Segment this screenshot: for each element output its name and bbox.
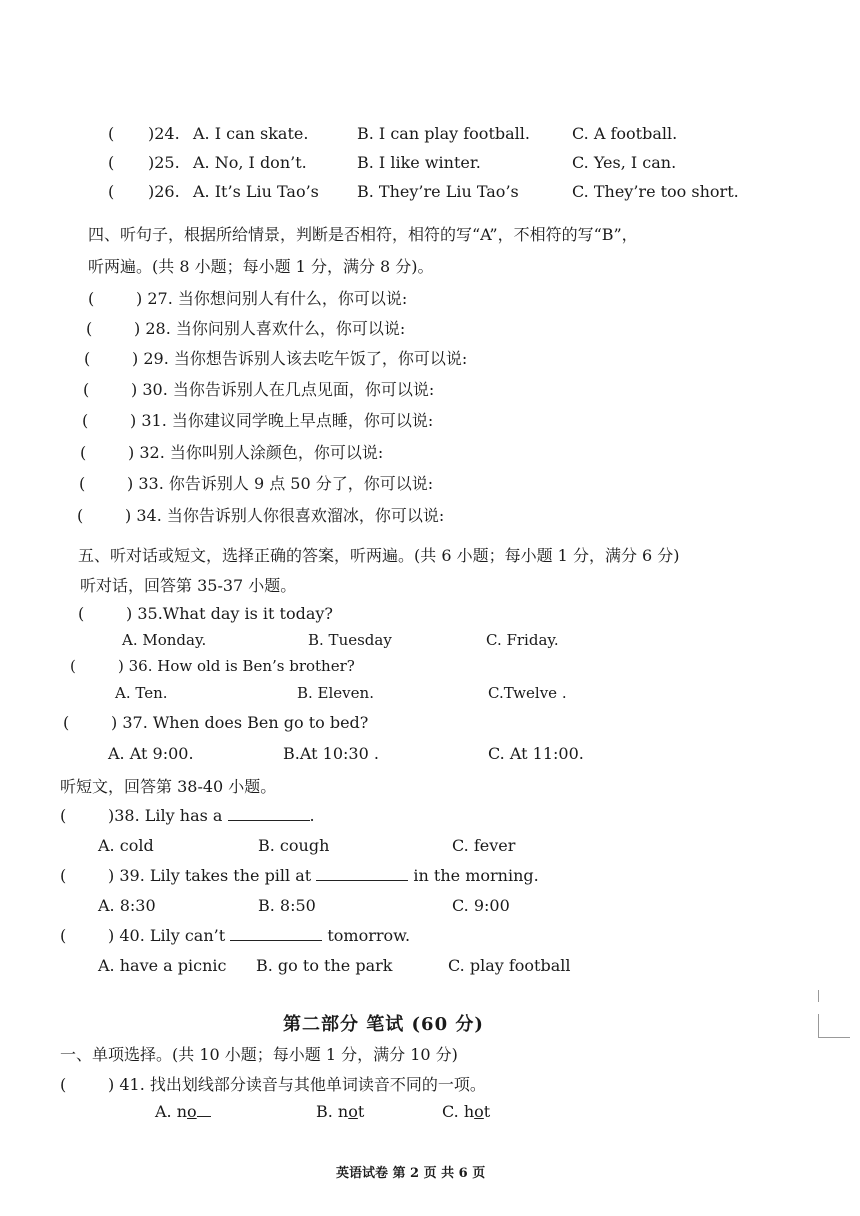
q38-option-b: B. cough (258, 836, 330, 855)
q24-number: )24. (148, 124, 180, 143)
underlined-letter: o (187, 1102, 197, 1121)
q24-option-c: C. A football. (572, 124, 678, 143)
q25-row (108, 153, 114, 172)
fill-blank[interactable] (228, 806, 310, 821)
q40-row (60, 926, 410, 945)
q35-option-c: C. Friday. (486, 631, 559, 649)
q35-option-a: A. Monday. (122, 631, 207, 649)
q24-option-a: A. I can skate. (193, 124, 309, 143)
q37-text: ) 37. When does Ben go to bed? (111, 713, 369, 732)
q32-text: ) 32. 当你叫别人涂颜色，你可以说: (128, 443, 384, 462)
q36-text: ) 36. How old is Ben’s brother? (118, 657, 355, 675)
underline-mark (197, 1104, 211, 1117)
q36-row (70, 657, 355, 675)
fill-blank[interactable] (230, 926, 322, 941)
answer-paren[interactable]: ( (77, 506, 84, 525)
scan-mark (818, 1037, 850, 1038)
q30-row (83, 377, 434, 400)
q25-number: )25. (148, 153, 180, 172)
q37-option-c: C. At 11:00. (488, 744, 584, 763)
q28-row (86, 316, 405, 339)
underlined-letter: o (348, 1102, 358, 1121)
q27-row (88, 286, 407, 309)
q39-text: ) 39. Lily takes the pill at (108, 866, 312, 885)
answer-paren[interactable]: ( (88, 289, 95, 308)
section5-sub1: 听对话，回答第 35-37 小题。 (80, 576, 297, 595)
q28-text: ) 28. 当你问别人喜欢什么，你可以说: (134, 319, 406, 338)
q40-option-a: A. have a picnic (98, 956, 227, 975)
q25-option-b: B. I like winter. (357, 153, 481, 172)
answer-paren[interactable]: ( (83, 380, 90, 399)
answer-paren[interactable]: ( (60, 1075, 67, 1094)
answer-paren[interactable]: ( (108, 124, 115, 143)
q40-text: ) 40. Lily can’t (108, 926, 226, 945)
q34-row (77, 503, 444, 526)
q37-row (63, 713, 368, 732)
answer-paren[interactable]: ( (86, 319, 93, 338)
q33-row (79, 471, 433, 494)
q26-option-a: A. It’s Liu Tao’s (193, 182, 319, 201)
q40-option-b: B. go to the park (256, 956, 393, 975)
answer-paren[interactable]: ( (78, 604, 85, 623)
q25-option-a: A. No, I don’t. (193, 153, 307, 172)
q29-row (84, 346, 467, 369)
q26-option-c: C. They’re too short. (572, 182, 739, 201)
q39-text-end: in the morning. (413, 866, 539, 885)
q38-text: )38. Lily has a (108, 806, 223, 825)
answer-paren[interactable]: ( (108, 153, 115, 172)
fill-blank[interactable] (316, 866, 408, 881)
answer-paren[interactable]: ( (84, 349, 91, 368)
section5-sub2: 听短文，回答第 38-40 小题。 (60, 777, 277, 796)
q37-option-a: A. At 9:00. (108, 744, 194, 763)
q26-number: )26. (148, 182, 180, 201)
q39-option-a: A. 8:30 (98, 896, 156, 915)
section4-title-line1: 四、听句子，根据所给情景，判断是否相符，相符的写“A”，不相符的写“B”， (88, 225, 638, 244)
q36-option-a: A. Ten. (115, 684, 168, 702)
answer-paren[interactable]: ( (80, 443, 87, 462)
answer-paren[interactable]: ( (60, 926, 67, 945)
q24-row (108, 124, 114, 143)
q34-text: ) 34. 当你告诉别人你很喜欢溜冰，你可以说: (125, 506, 445, 525)
q35-row (78, 604, 333, 623)
answer-paren[interactable]: ( (108, 182, 115, 201)
q41-row (60, 1072, 486, 1095)
q25-option-c: C. Yes, I can. (572, 153, 677, 172)
q33-text: ) 33. 你告诉别人 9 点 50 分了，你可以说: (127, 474, 434, 493)
q38-option-a: A. cold (98, 836, 154, 855)
answer-paren[interactable]: ( (82, 411, 89, 430)
part2-title: 第二部分 笔试 (60 分) (283, 1014, 484, 1035)
q40-text-end: tomorrow. (327, 926, 411, 945)
scan-mark (818, 990, 819, 1002)
q39-row (60, 866, 539, 885)
q26-row (108, 182, 114, 201)
q31-row (82, 408, 433, 431)
q32-row (80, 440, 383, 463)
q37-option-b: B.At 10:30 . (283, 744, 379, 763)
page-footer: 英语试卷 第 2 页 共 6 页 (336, 1166, 486, 1181)
section4-title-line2: 听两遍。(共 8 小题；每小题 1 分，满分 8 分)。 (88, 257, 434, 276)
q26-option-b: B. They’re Liu Tao’s (357, 182, 519, 201)
underlined-letter: o (474, 1102, 484, 1121)
q41-option-a: A. no (155, 1102, 211, 1121)
answer-paren[interactable]: ( (60, 806, 67, 825)
part2-section1-title: 一、单项选择。(共 10 小题；每小题 1 分，满分 10 分) (60, 1045, 458, 1064)
q30-text: ) 30. 当你告诉别人在几点见面，你可以说: (131, 380, 435, 399)
q38-row (60, 806, 315, 825)
q35-text: ) 35.What day is it today? (126, 604, 333, 623)
q36-option-b: B. Eleven. (297, 684, 374, 702)
answer-paren[interactable]: ( (70, 657, 76, 675)
section5-title: 五、听对话或短文，选择正确的答案，听两遍。(共 6 小题；每小题 1 分，满分 6 分) (78, 546, 680, 565)
q38-text-end: . (309, 806, 315, 825)
q36-option-c: C.Twelve . (488, 684, 567, 702)
q41-option-b: B. not (316, 1102, 365, 1121)
q38-option-c: C. fever (452, 836, 516, 855)
answer-paren[interactable]: ( (60, 866, 67, 885)
q41-option-c: C. hot (442, 1102, 491, 1121)
q39-option-b: B. 8:50 (258, 896, 316, 915)
q41-text: ) 41. 找出划线部分读音与其他单词读音不同的一项。 (108, 1075, 486, 1094)
q27-text: ) 27. 当你想问别人有什么，你可以说: (136, 289, 408, 308)
scan-mark (818, 1014, 819, 1038)
q35-option-b: B. Tuesday (308, 631, 392, 649)
q40-option-c: C. play football (448, 956, 571, 975)
q29-text: ) 29. 当你想告诉别人该去吃午饭了，你可以说: (132, 349, 468, 368)
q24-option-b: B. I can play football. (357, 124, 530, 143)
q39-option-c: C. 9:00 (452, 896, 510, 915)
answer-paren[interactable]: ( (79, 474, 86, 493)
q31-text: ) 31. 当你建议同学晚上早点睡，你可以说: (130, 411, 434, 430)
answer-paren[interactable]: ( (63, 713, 70, 732)
